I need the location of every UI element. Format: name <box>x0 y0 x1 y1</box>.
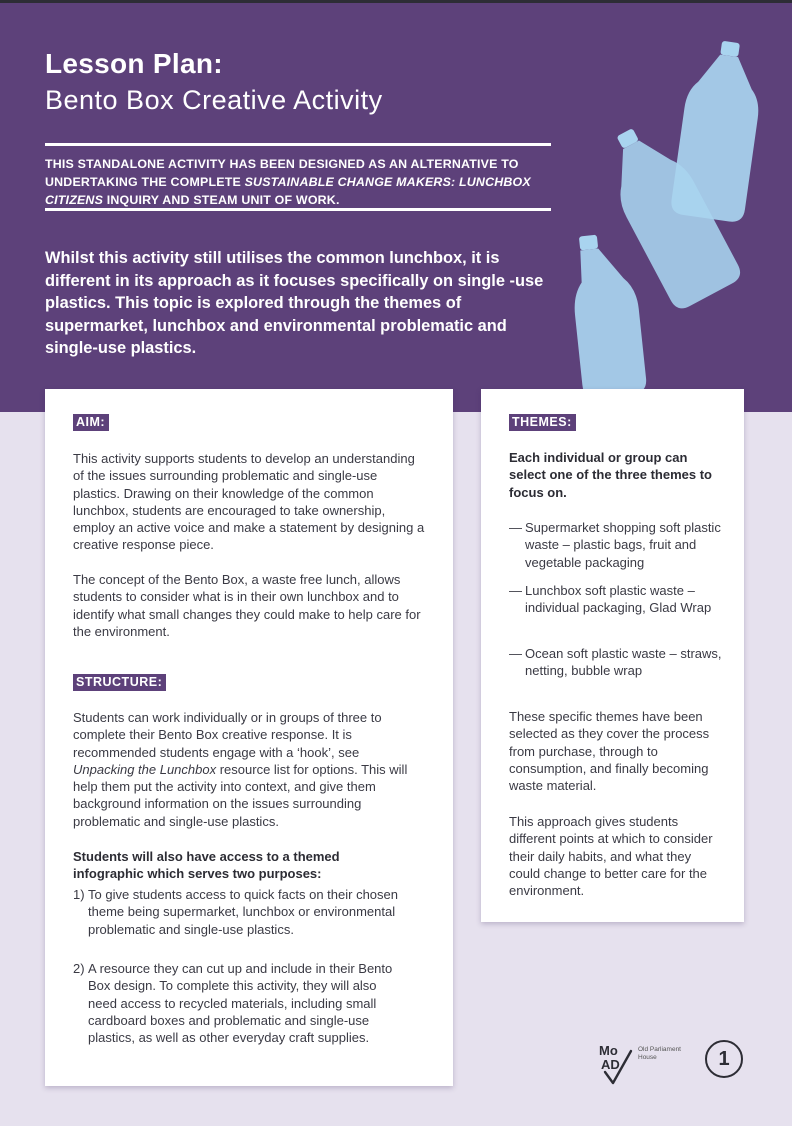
structure-paragraph: Students can work individually or in groups of three to complete their Bento Box creative response. It is recommended students engage with a ‘hook’, see Unpacking the Lunchbox resource list for options. This will help them put the activity into context, and give them background information on the issues surrounding problematic and single-use plastics. <box>73 710 408 829</box>
lead-paragraph: Whilst this activity still utilises the common lunchbox, it is different in its approach as it focuses specifically on single -use plastics. This topic is explored through the themes of supermarket, lunchbox and environmental problematic and single-use plastics. <box>45 249 544 358</box>
aim-paragraph-2: The concept of the Bento Box, a waste free lunch, allows students to consider what is in their own lunchbox and to identify what small changes they could make to help care for the environment. <box>73 572 421 639</box>
themes-intro: Each individual or group can select one of the three themes to focus on. <box>509 450 712 500</box>
divider-top <box>45 143 551 146</box>
logo-text-bottom: AD <box>601 1057 620 1072</box>
header-banner <box>0 3 792 412</box>
aim-heading: AIM: <box>73 414 109 431</box>
theme-text: Supermarket shopping soft plastic waste – plastic bags, fruit and vegetable packaging <box>525 520 721 570</box>
plastic-bottles-illustration <box>560 33 792 413</box>
structure-heading: STRUCTURE: <box>73 674 166 691</box>
divider-bottom <box>45 208 551 211</box>
intro-statement: THIS STANDALONE ACTIVITY HAS BEEN DESIGNED AS AN ALTERNATIVE TO UNDERTAKING THE COMPLETE SUSTAINABLE CHANGE MAKERS: LUNCHBOX CITIZENS INQUIRY AND STEAM UNIT OF WORK. <box>45 157 531 207</box>
themes-card <box>481 389 744 922</box>
list-number: 1) <box>73 887 85 902</box>
logo-text-top: Mo <box>599 1043 618 1058</box>
page-subtitle: Bento Box Creative Activity <box>45 85 383 115</box>
bottle-icon <box>567 231 648 399</box>
themes-paragraph-2: This approach gives students different points at which to consider their daily habits, and what they could change to better care for the environment. <box>509 814 713 899</box>
dash-bullet: — <box>509 646 522 661</box>
list-text: To give students access to quick facts on their chosen theme being supermarket, lunchbox or environmental problematic and single-use plastics. <box>88 887 399 937</box>
logo-subtitle: Old Parliament House <box>638 1046 681 1061</box>
themes-paragraph-1: These specific themes have been selected as they cover the process from purchase, through to consumption, and finally becoming waste material. <box>509 709 710 794</box>
page-title: Lesson Plan: <box>45 48 223 79</box>
aim-paragraph-1: This activity supports students to develop an understanding of the issues surrounding problematic and single-use plastics. Drawing on their knowledge of the common lunchbox, students are encouraged to take ownership, employ an active voice and make a statement by designing a creative response piece. <box>73 451 425 553</box>
list-text: A resource they can cut up and include in their Bento Box design. To complete this activity, they will also need access to recycled materials, including small cardboard boxes and problematic and single-use plastics, as well as other everyday craft supplies. <box>88 961 393 1046</box>
theme-text: Lunchbox soft plastic waste – individual packaging, Glad Wrap <box>525 583 712 616</box>
dash-bullet: — <box>509 520 522 535</box>
themes-heading: THEMES: <box>509 414 576 431</box>
infographic-intro: Students will also have access to a themed infographic which serves two purposes: <box>73 849 340 882</box>
list-number: 2) <box>73 961 85 976</box>
aim-structure-card <box>45 389 453 1086</box>
page-number: 1 <box>705 1040 743 1078</box>
theme-text: Ocean soft plastic waste – straws, netting, bubble wrap <box>525 646 722 679</box>
dash-bullet: — <box>509 583 522 598</box>
